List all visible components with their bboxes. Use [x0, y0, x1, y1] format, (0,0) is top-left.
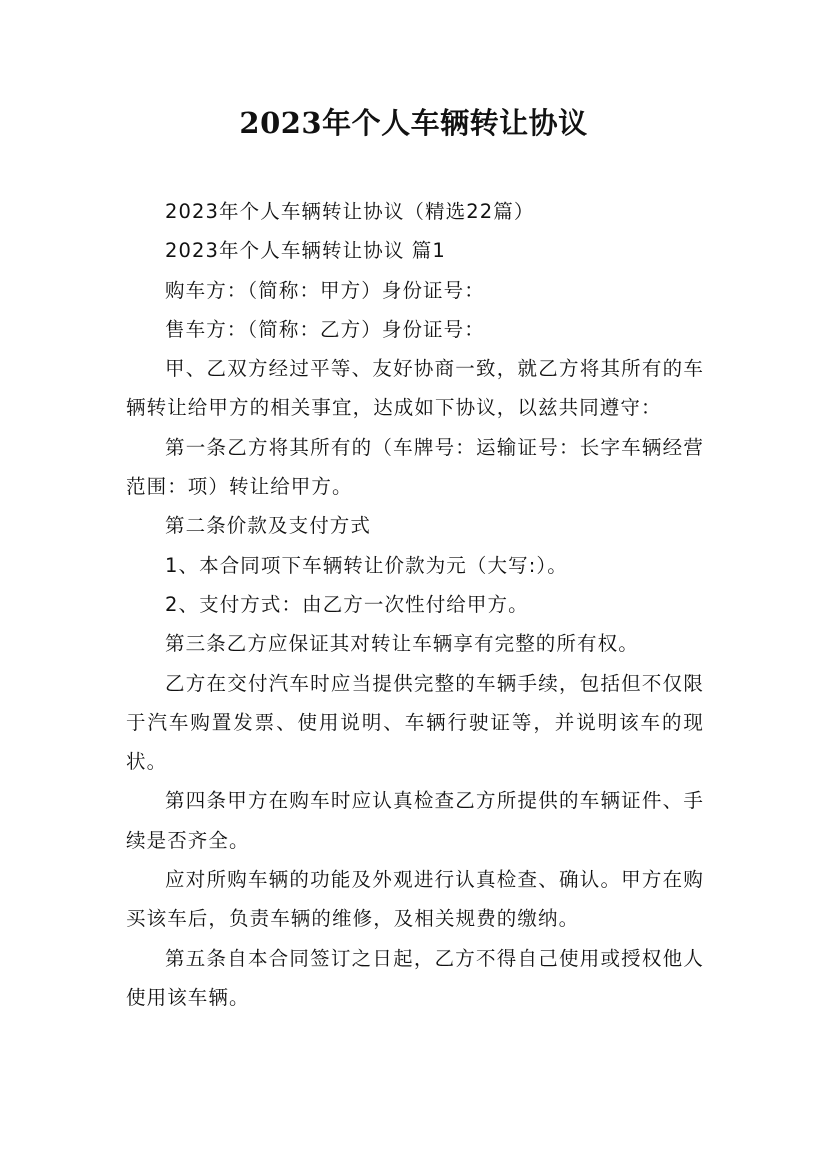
paragraph-buyer: 购车方：（简称：甲方）身份证号： — [165, 278, 485, 302]
paragraph-preamble: 甲、乙双方经过平等、友好协商一致，就乙方将其所有的车辆转让给甲方的相关事宜，达成如下协议，以兹共同遵守： — [126, 357, 704, 420]
paragraph-article-3-detail: 乙方在交付汽车时应当提供完整的车辆手续，包括但不仅限于汽车购置发票、使用说明、车辆行驶证等，并说明该车的现状。 — [126, 671, 704, 774]
paragraph-article-4-detail: 应对所购车辆的功能及外观进行认真检查、确认。甲方在购买该车后，负责车辆的维修，及相关规费的缴纳。 — [126, 868, 704, 931]
paragraph-article-4: 第四条甲方在购车时应认真检查乙方所提供的车辆证件、手续是否齐全。 — [126, 789, 704, 852]
paragraph-section-heading: 2023年个人车辆转让协议 篇1 — [165, 239, 446, 263]
paragraph-article-1: 第一条乙方将其所有的（车牌号：运输证号：长字车辆经营范围：项）转让给甲方。 — [126, 435, 704, 499]
paragraph-article-2-item-2: 2、支付方式：由乙方一次性付给甲方。 — [165, 592, 529, 616]
paragraph-article-2-item-1: 1、本合同项下车辆转让价款为元（大写:）。 — [165, 553, 568, 577]
document-title: 2023年个人车辆转让协议 — [239, 106, 588, 140]
document-body — [126, 192, 704, 1017]
paragraph-seller: 售车方：（简称：乙方）身份证号： — [165, 317, 485, 341]
paragraph-article-2: 第二条价款及支付方式 — [165, 514, 372, 538]
paragraph-article-3: 第三条乙方应保证其对转让车辆享有完整的所有权。 — [165, 632, 639, 656]
paragraph-subtitle: 2023年个人车辆转让协议（精选22篇） — [165, 200, 535, 223]
paragraph-article-5: 第五条自本合同签订之日起，乙方不得自己使用或授权他人使用该车辆。 — [126, 946, 704, 1009]
